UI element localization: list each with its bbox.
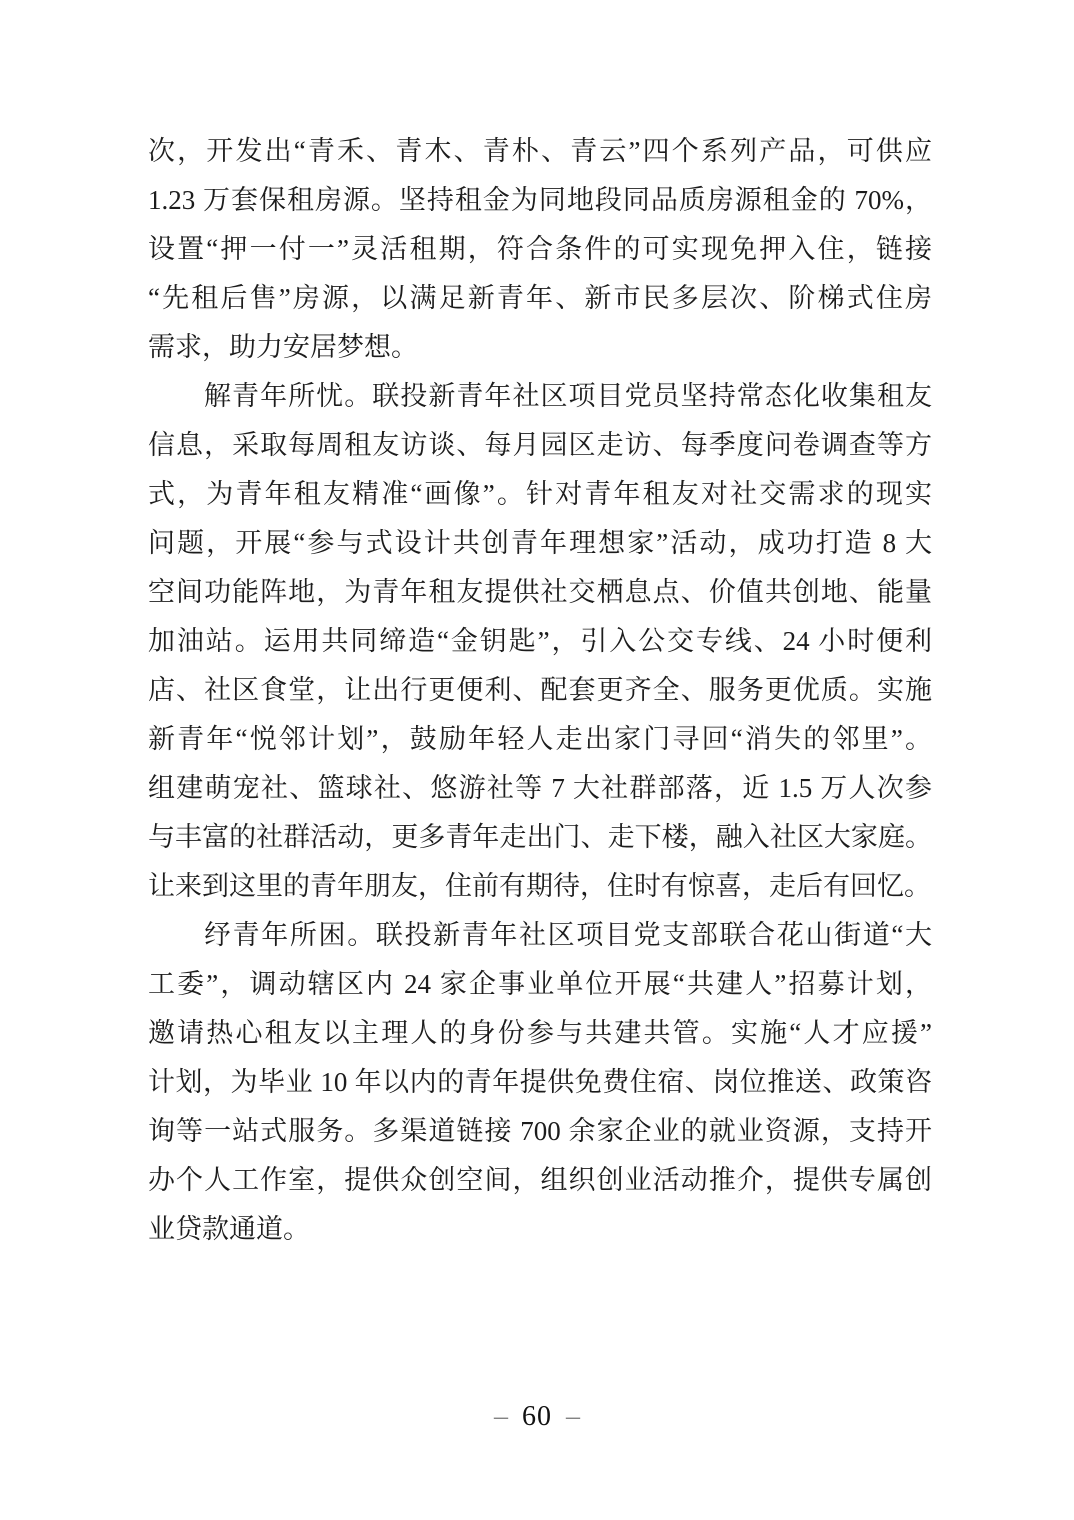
page-number: 60 (522, 1401, 552, 1432)
text-line: 设置“押一付一”灵活租期，符合条件的可实现免押入住，链接 (148, 234, 932, 264)
text-line: 需求，助力安居梦想。 (148, 332, 418, 362)
text-line: 信息，采取每周租友访谈、每月园区走访、每季度问卷调查等方 (148, 430, 932, 460)
text-line: 纾青年所困。联投新青年社区项目党支部联合花山街道“大 (204, 920, 932, 950)
text-line: 与丰富的社群活动，更多青年走出门、走下楼，融入社区大家庭。 (148, 822, 932, 852)
page-number-dash-right: – (566, 1401, 580, 1432)
text-line: 次，开发出“青禾、青木、青朴、青云”四个系列产品，可供应 (148, 136, 932, 166)
text-line: 空间功能阵地，为青年租友提供社交栖息点、价值共创地、能量 (148, 577, 932, 607)
text-line: 问题，开展“参与式设计共创青年理想家”活动，成功打造 8 大 (148, 528, 932, 558)
text-line: 计划，为毕业 10 年以内的青年提供免费住宿、岗位推送、政策咨 (148, 1067, 932, 1097)
text-line: 新青年“悦邻计划”，鼓励年轻人走出家门寻回“消失的邻里”。 (148, 724, 932, 754)
text-line: 邀请热心租友以主理人的身份参与共建共管。实施“人才应援” (148, 1018, 932, 1048)
text-line: 工委”，调动辖区内 24 家企事业单位开展“共建人”招募计划， (148, 969, 932, 999)
text-line: 询等一站式服务。多渠道链接 700 余家企业的就业资源，支持开 (148, 1116, 932, 1146)
text-line: 店、社区食堂，让出行更便利、配套更齐全、服务更优质。实施 (148, 675, 932, 705)
document-body (148, 127, 932, 1254)
text-line: 办个人工作室，提供众创空间，组织创业活动推介，提供专属创 (148, 1165, 932, 1195)
text-line: 式，为青年租友精准“画像”。针对青年租友对社交需求的现实 (148, 479, 932, 509)
page-footer (0, 1400, 1074, 1434)
text-line: 让来到这里的青年朋友，住前有期待，住时有惊喜，走后有回忆。 (148, 871, 931, 901)
text-line: “先租后售”房源，以满足新青年、新市民多层次、阶梯式住房 (148, 283, 932, 313)
text-line: 组建萌宠社、篮球社、悠游社等 7 大社群部落，近 1.5 万人次参 (148, 773, 932, 803)
text-line: 解青年所忧。联投新青年社区项目党员坚持常态化收集租友 (204, 381, 932, 411)
text-line: 业贷款通道。 (148, 1214, 310, 1244)
text-line: 加油站。运用共同缔造“金钥匙”，引入公交专线、24 小时便利 (148, 626, 932, 656)
text-line: 1.23 万套保租房源。坚持租金为同地段同品质房源租金的 70%， (148, 185, 932, 215)
page-number-dash-left: – (494, 1401, 508, 1432)
